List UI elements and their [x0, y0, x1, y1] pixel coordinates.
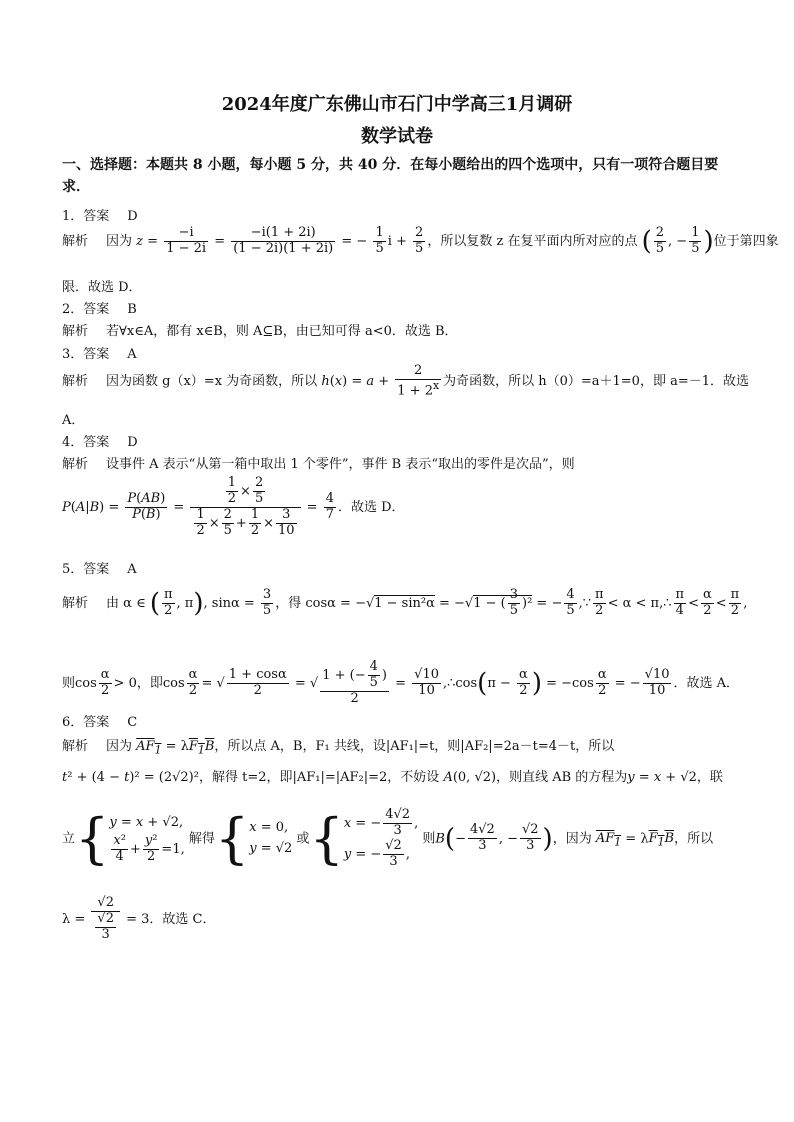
answer-3: 3．答案 A [62, 347, 137, 362]
answer-2: 2．答案 B [62, 302, 137, 317]
solution-1: 解析 因为 z = $\frac{-i}{1 - 2i}$ = $\frac{-i(1 + 2i)}{(1 - 2i)(1 + 2i)}$ = − $\frac{1}{5}$ i + $\frac{2}{5}$ ，所以复数 z 在复平面内所对应的点 ( $\frac{2}{5}$ , − $\frac{1}{5}$ )位于第四象 [62, 225, 779, 257]
solution-6: 解析 因为 $AF_1 = \lambda F_1B$，所以点 A，B，F₁ 共线，设|AF₁|=t，则|AF₂|=2a－t=4－t，所以 [62, 739, 615, 757]
solution-5: 解析 由 α ∈ ( $\frac{\pi}{2}$ , π), sinα = $\frac{3}{5}$ ，得 cosα = −√1 − sin²α = −√1 − ( $\frac{3}{5}$ )² = − $\frac{4}{5}$ ,∵ $\frac{\pi}{2}$ < α < π,∴ $\frac{\pi}{4}$ < $\frac{\alpha}{2}$ < $\frac{\pi}{2}$ , [62, 587, 748, 619]
answer-6: 6．答案 C [62, 715, 138, 730]
solution-3: 解析 因为函数 g（x）=x 为奇函数，所以 h(x) = a + $\frac{2}{1 + 2^x}$ 为奇函数，所以 h（0）=a＋1=0，即 a=－1．故选 [62, 363, 749, 399]
page-title: 2024年度广东佛山市石门中学高三1月调研 [221, 94, 573, 115]
solution-6-line4: λ = $\frac{√2}{\frac{√2}{3}}$ = 3．故选 C． [62, 895, 216, 942]
solution-2: 解析 若∀x∈A，都有 x∈B，则 A⊆B，由已知可得 a<0．故选 B． [62, 324, 458, 339]
solution-6-line2: t² + (4 − t)² = (2√2)²，解得 t=2，即|AF₁|=|AF₂|=2，不妨设 A(0, √2)，则直线 AB 的方程为y = x + √2，联 [62, 770, 723, 785]
answer-1: 1．答案 D [62, 209, 138, 224]
solution-1-cont: 限．故选 D． [62, 280, 142, 295]
solution-6-line3: 立{y = x + √2, $\frac{\text{x²}}{4}$ + $\frac{\text{y²}}{2}$ =1, 解得{x = 0, y = √2 或{x = − $\frac{4√2}{3}$ , y = − $\frac{√2}{3}$ , 则B(− $\frac{4√2}{3}$ , − $\frac{√2}{3}$ )，因为 $AF_1 = \lambda F_1B$，所以 [62, 806, 714, 870]
answer-4: 4．答案 D [62, 435, 138, 450]
solution-4-formula: P(A|B) = $\frac{P(AB)}{P(B)}$ = $\frac{1}{2}$ × $\frac{2}{5}$ $\frac{1}{2}$ × $\frac{2}{5}$ + $\frac{1}{2}$ × $\frac{3}{10}$ = $\frac{4}{7}$ ．故选 D． [62, 475, 405, 538]
solution-4: 解析 设事件 A 表示“从第一箱中取出 1 个零件”，事件 B 表示“取出的零件是次品”，则 [62, 457, 575, 472]
section-heading: 一、选择题：本题共 8 小题，每小题 5 分，共 40 分．在每小题给出的四个选项中，只有一项符合题目要求． [62, 157, 719, 195]
page-subtitle: 数学试卷 [361, 126, 433, 147]
solution-3-cont: A． [62, 413, 85, 428]
solution-5-cont: 则cos $\frac{\alpha}{2}$ > 0，即cos $\frac{\alpha}{2}$ = √ $\frac{1 + \cos\alpha}{2}$ = √ 1 + (− $\frac{4}{5}$ ) 2 = $\frac{√10}{10}$ ,∴cos(π − $\frac{\alpha}{2}$ ) = −cos $\frac{\alpha}{2}$ = − $\frac{√10}{10}$ ．故选 A． [62, 659, 740, 706]
answer-5: 5．答案 A [62, 562, 137, 577]
